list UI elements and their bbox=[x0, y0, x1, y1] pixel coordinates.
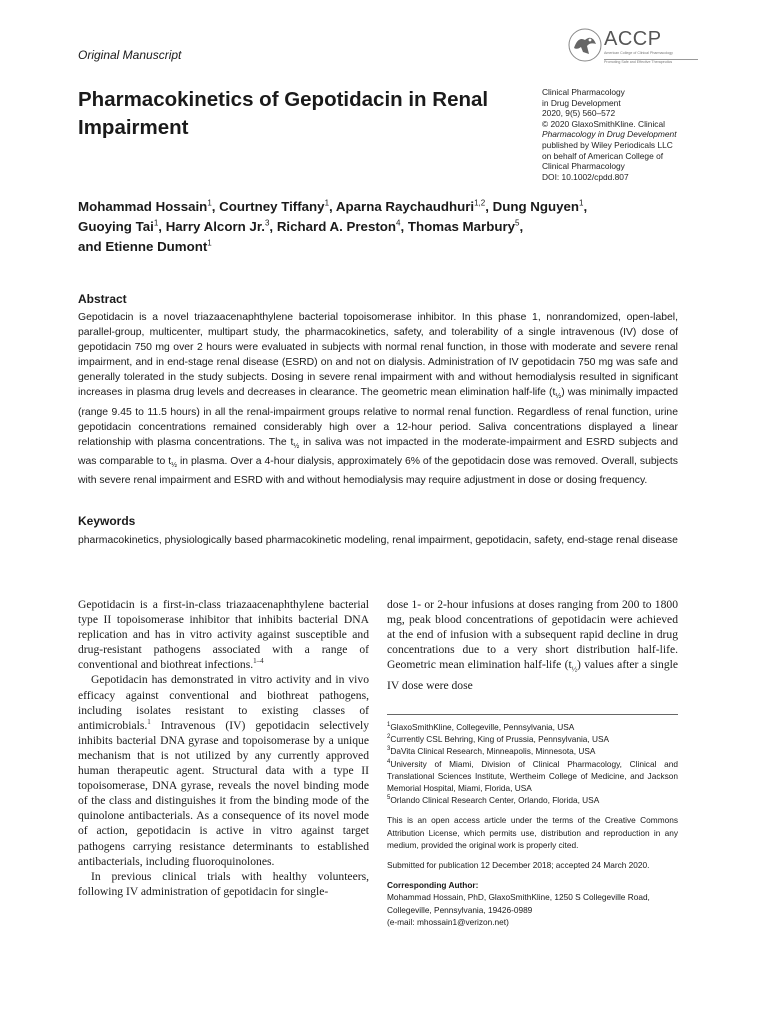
author-name: Dung Nguyen bbox=[492, 199, 580, 214]
author-name: Richard A. Preston bbox=[276, 219, 397, 234]
author-list: Mohammad Hossain$^1$, Courtney Tiffany$^1$, Aparna Raychaudhuri$^{1,2}$, Dung Nguyen$^1$, Guoying Tai$^1$, Harry Alcorn Jr.$^3$, Richard A. Preston$^4$, Thomas Marbury$^5$, and Etienne Dumont$^1$ bbox=[78, 198, 588, 254]
keywords-heading: Keywords bbox=[78, 514, 136, 528]
abstract-text: Gepotidacin is a novel triazaacenaphthylene bacterial topoisomerase inhibitor. In this phase 1, nonrandomized, open-label, parallel-group, multicenter, multipart study, the pharmacokinetics, safety, and tolerability of a single intravenous (IV) dose of gepotidacin 750 mg over 2 hours were evaluated in subjects with normal renal function, in those with moderate and severe renal impairment, and in end-stage renal disease (ESRD) on and not on dialysis. Administration of IV gepotidacin 750 mg was safe and generally tolerated in the study subjects. Dosing in severe renal impairment with and without hemodialysis resulted in significant increases in plasma drug levels and decreases in clearance. The geometric mean elimination half-life $(t_{\frac{1}{2}})$ was minimally impacted (range 9.45 to 11.5 hours) in all the renal-impairment groups relative to normal renal function. Regardless of renal function, urine gepotidacin concentrations remained considerably high over a 12-hour period. Saliva concentrations displayed a linear relationship with plasma concentrations. The $t_{\frac{1}{2}}$ in saliva was not impacted in the moderate-impairment and ESRD subjects and was comparable to $t_{\frac{1}{2}}$ in plasma. Over a 4-hour dialysis, approximately 6% of the gepotidacin dose was removed. Overall, subjects with severe renal impairment and ESRD with and without hemodialysis may require adjustment in dose or dosing frequency. bbox=[78, 312, 679, 487]
corresponding-author-address: Mohammad Hossain, PhD, GlaxoSmithKline, 1250 S Collegeville Road, Collegeville, Pennsylvania, 19426-0989 bbox=[387, 892, 650, 915]
body-column-left bbox=[78, 597, 369, 899]
footnotes bbox=[387, 721, 678, 928]
journal-citation: Clinical Pharmacology in Drug Development 2020, 9(5) 560–572 © 2020 GlaxoSmithKline. Clinical Pharmacology in Drug Development published by Wiley Periodicals LLC on behalf of American College of Clinical Pharmacology DOI: 10.1002/cpdd.807 bbox=[542, 87, 702, 182]
keywords-text: pharmacokinetics, physiologically based pharmacokinetic modeling, renal impairment, gepotidacin, safety, end-stage renal disease bbox=[78, 535, 678, 546]
logo-subtitle: American College of Clinical Pharmacology bbox=[604, 51, 673, 55]
author-name: Thomas Marbury bbox=[407, 219, 516, 234]
abstract-heading: Abstract bbox=[78, 292, 127, 306]
doi-link[interactable]: DOI: 10.1002/cpdd.807 bbox=[542, 171, 629, 182]
author-name: Etienne Dumont bbox=[105, 239, 208, 254]
affiliation-4: $^4$University of Miami, Division of Clinical Pharmacology, Clinical and Translational Sciences Institute, Wertheim College of Medicine, and Jackson Memorial Hospital, Miami, Florida, USA bbox=[387, 758, 678, 794]
article-type-label: Original Manuscript bbox=[78, 48, 182, 62]
body-paragraph: Gepotidacin is a first-in-class triazaacenaphthylene bacterial type II topoisomerase inhibitor that inhibits bacterial DNA replication and has in vitro activity against susceptible and drug-resistant pathogens associated with a range of conventional and biothreat infections.$^{1-4}$ bbox=[78, 598, 369, 672]
author-name: Courtney Tiffany bbox=[219, 199, 325, 214]
affiliation-1: $^1$GlaxoSmithKline, Collegeville, Pennsylvania, USA bbox=[387, 722, 575, 732]
affiliation-3: $^3$DaVita Clinical Research, Minneapolis, Minnesota, USA bbox=[387, 746, 596, 757]
author-name: Harry Alcorn Jr. bbox=[165, 219, 265, 234]
eagle-emblem-icon bbox=[568, 28, 602, 62]
corresponding-author-email[interactable]: (e-mail: mhossain1@verizon.net) bbox=[387, 916, 509, 927]
affiliation-2: $^2$Currently CSL Behring, King of Prussia, Pennsylvania, USA bbox=[387, 734, 610, 745]
author-name: Mohammad Hossain bbox=[78, 199, 208, 214]
body-paragraph: In previous clinical trials with healthy volunteers, following IV administration of gepotidacin for single- bbox=[78, 869, 369, 898]
license-statement: This is an open access article under the terms of the Creative Commons Attribution License, which permits use, distribution and reproduction in any medium, provided the original work is properly cited. bbox=[387, 815, 678, 850]
affiliation-5: $^5$Orlando Clinical Research Center, Orlando, Florida, USA bbox=[387, 795, 600, 806]
article-title: Pharmacokinetics of Gepotidacin in Renal Impairment bbox=[78, 88, 489, 139]
body-paragraph: dose 1- or 2-hour infusions at doses ranging from 200 to 1800 mg, peak blood concentrations of gepotidacin were achieved at the end of infusion with a subsequent rapid decline in drug concentrations due to a very short distribution half-life. Geometric mean elimination half-life $(t_{\frac{1}{2}})$ values after a single IV dose were dose bbox=[387, 598, 678, 692]
logo-tagline: Promoting Safe and Effective Therapeutics bbox=[604, 60, 673, 64]
corresponding-author-heading: Corresponding Author: bbox=[387, 880, 479, 891]
body-column-right bbox=[387, 597, 678, 693]
journal-logo bbox=[568, 28, 698, 66]
author-name: Aparna Raychaudhuri bbox=[335, 199, 475, 214]
body-paragraph: Gepotidacin has demonstrated in vitro activity and in vivo efficacy against conventional and biothreat pathogens, including isolates resistant to existing classes of antimicrobials.$^1$ Intravenous (IV) gepotidacin selectively inhibits bacterial DNA gyrase and topoisomerase by a unique mechanism that is not utilized by any currently approved human therapeutic agent. Structural data with a type II topoisomerase, DNA gyrase, reveals the novel binding mode of the class and distinguishes it from the binding mode of the quinolone antibacterials. As a consequence of its novel mode of action, gepotidacin is active in vitro against target pathogens carrying resistance determinants to established antibacterials, including fluoroquinolones. bbox=[78, 673, 369, 868]
submission-dates: Submitted for publication 12 December 2018; accepted 24 March 2020. bbox=[387, 860, 650, 871]
author-name: Guoying Tai bbox=[78, 219, 154, 234]
logo-wordmark: ACCP bbox=[604, 28, 662, 50]
footnote-divider bbox=[387, 714, 678, 715]
